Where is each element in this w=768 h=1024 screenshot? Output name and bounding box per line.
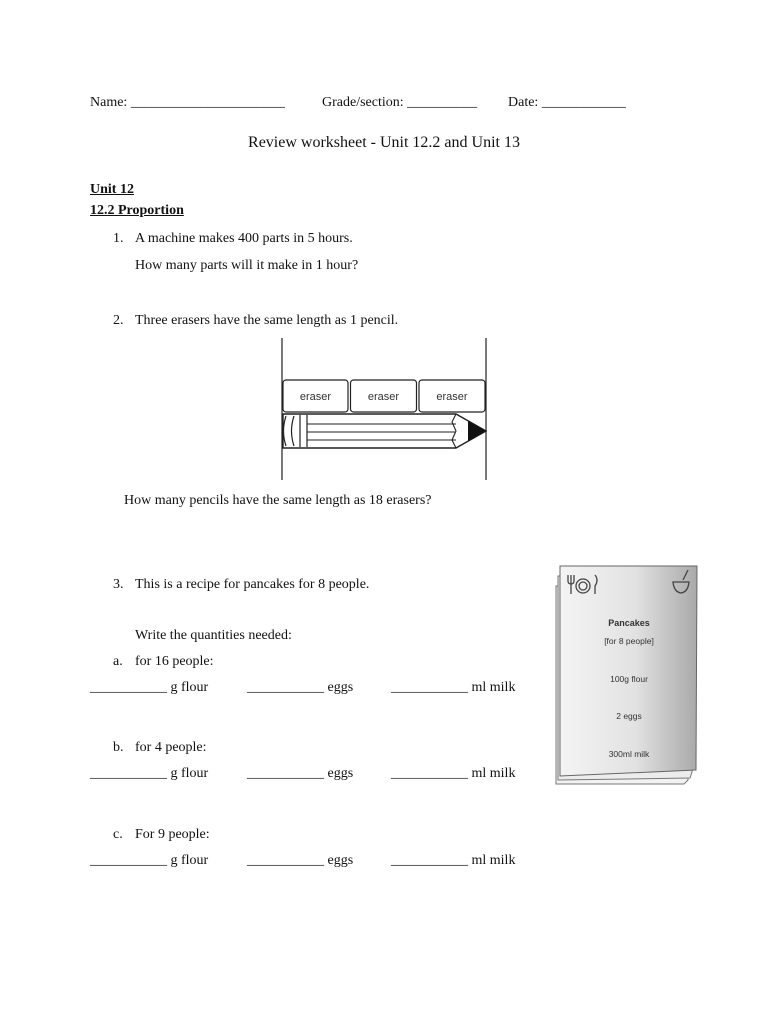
q3c-letter: c. — [113, 827, 123, 842]
eraser-2 — [351, 380, 417, 412]
q3b-flour-blank: ___________ g flour — [90, 766, 209, 781]
date-field: Date: ____________ — [508, 95, 626, 110]
eraser-1 — [283, 380, 348, 412]
worksheet-title: Review worksheet - Unit 12.2 and Unit 13 — [248, 134, 520, 151]
section-heading: 12.2 Proportion — [90, 203, 184, 218]
eraser-label-3: eraser — [436, 391, 468, 403]
q3a-eggs-blank: ___________ eggs — [247, 680, 354, 695]
q3a-label: for 16 people: — [135, 654, 214, 669]
q1-line2: How many parts will it make in 1 hour? — [135, 258, 359, 273]
q3-text: This is a recipe for pancakes for 8 people. — [135, 577, 370, 592]
q2-text: Three erasers have the same length as 1 pencil. — [135, 313, 399, 328]
recipe-ingredient-eggs: 2 eggs — [616, 711, 642, 721]
pencil-icon — [283, 414, 486, 448]
recipe-card — [552, 562, 702, 788]
q1-number: 1. — [113, 231, 124, 246]
eraser-3 — [419, 380, 485, 412]
q3b-letter: b. — [113, 740, 124, 755]
q2-number: 2. — [113, 313, 124, 328]
q3-number: 3. — [113, 577, 124, 592]
q3a-letter: a. — [113, 654, 123, 669]
grade-section-field: Grade/section: __________ — [322, 95, 478, 110]
eraser-label-2: eraser — [367, 391, 400, 403]
unit-heading: Unit 12 — [90, 182, 134, 197]
q3c-flour-blank: ___________ g flour — [90, 853, 209, 868]
q3a-milk-blank: ___________ ml milk — [391, 680, 516, 695]
q1-line1: A machine makes 400 parts in 5 hours. — [135, 231, 353, 246]
recipe-servings: [for 8 people] — [604, 636, 654, 646]
q3c-eggs-blank: ___________ eggs — [247, 853, 354, 868]
eraser-pencil-illustration — [278, 336, 490, 482]
q3b-milk-blank: ___________ ml milk — [391, 766, 516, 781]
q3c-milk-blank: ___________ ml milk — [391, 853, 516, 868]
recipe-ingredient-milk: 300ml milk — [608, 749, 650, 759]
eraser-label-1: eraser — [299, 391, 332, 403]
q3c-label: For 9 people: — [135, 827, 210, 842]
name-field: Name: ______________________ — [90, 95, 285, 110]
q3a-flour-blank: ___________ g flour — [90, 680, 209, 695]
q3-instruction: Write the quantities needed: — [135, 628, 292, 643]
q2-question: How many pencils have the same length as 18 erasers? — [124, 493, 432, 508]
recipe-title: Pancakes — [608, 618, 650, 628]
q3b-label: for 4 people: — [135, 740, 207, 755]
recipe-ingredient-flour: 100g flour — [610, 674, 648, 684]
q3b-eggs-blank: ___________ eggs — [247, 766, 354, 781]
